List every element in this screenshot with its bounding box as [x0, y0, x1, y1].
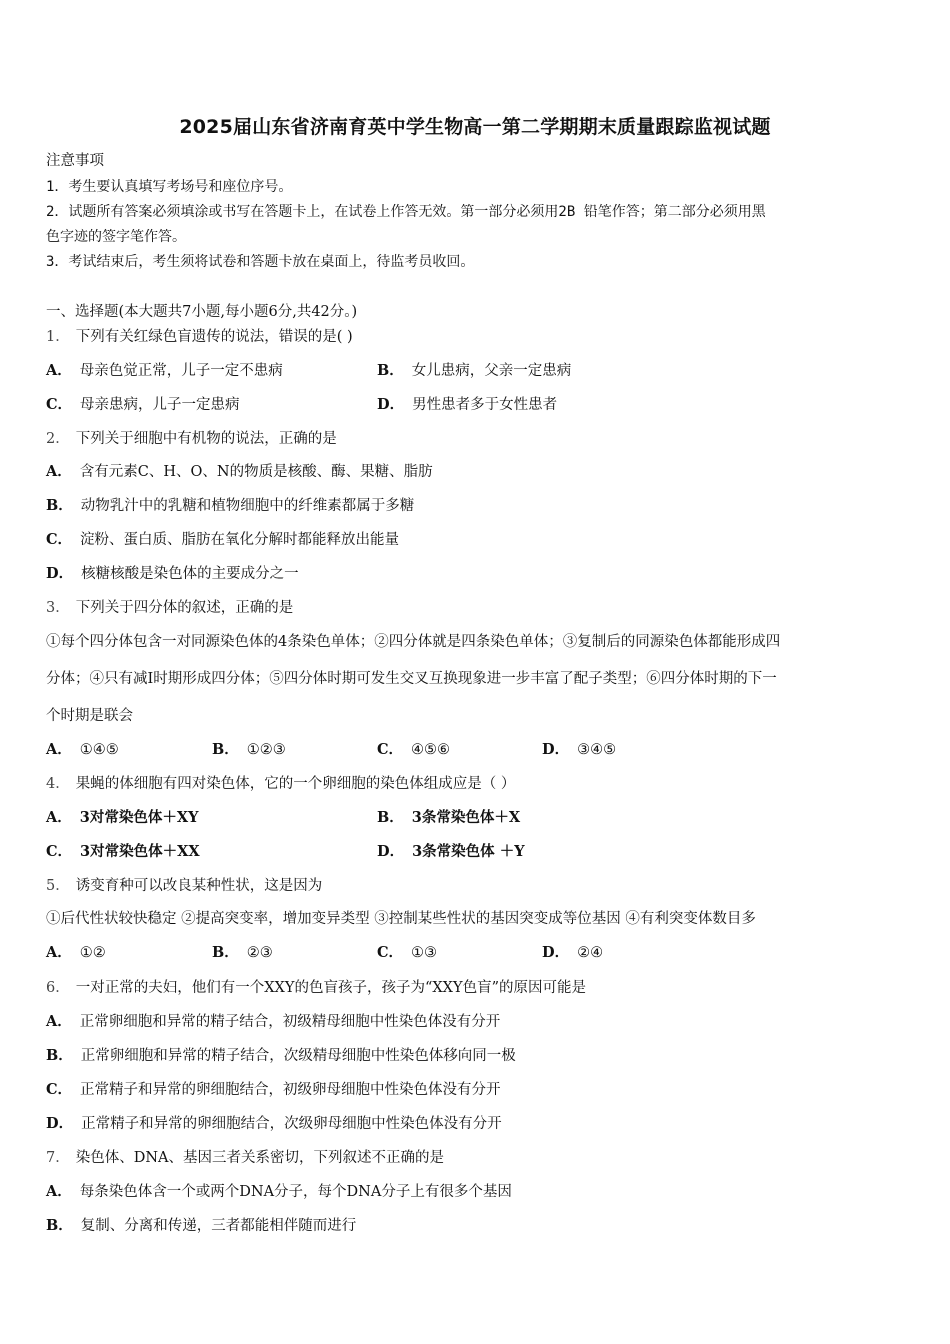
option-text: ④⑤⑥	[411, 742, 451, 758]
question-stem: 果蝇的体细胞有四对染色体，它的一个卵细胞的染色体组成应是（ ）	[75, 776, 516, 792]
notice-item: 色字迹的签字笔作答。	[46, 229, 186, 245]
option-label: C．	[46, 396, 73, 413]
option-c	[46, 530, 399, 550]
question-number: 6．	[46, 980, 70, 996]
option-text: 3对常染色体＋XX	[80, 843, 200, 860]
option-a	[46, 361, 283, 381]
option-text: 3条常染色体＋X	[411, 809, 521, 826]
option-b	[212, 943, 273, 963]
option-label: D．	[46, 565, 74, 582]
option-a	[46, 943, 106, 963]
question-number: 5．	[46, 878, 70, 894]
option-label: B．	[212, 741, 239, 758]
option-label: D．	[377, 396, 405, 413]
option-b	[46, 1216, 356, 1236]
option-d	[46, 1114, 502, 1134]
option-label: B．	[46, 1047, 73, 1064]
option-label: A．	[46, 741, 72, 758]
option-label: A．	[46, 362, 72, 379]
notice-item: 3．考试结束后，考生须将试卷和答题卡放在桌面上，待监考员收回。	[46, 254, 475, 270]
option-text: 母亲患病，儿子一定患病	[80, 397, 240, 413]
option-label: A．	[46, 944, 72, 961]
question-stem: 下列关于细胞中有机物的说法，正确的是	[75, 431, 337, 447]
option-b	[212, 740, 286, 760]
option-label: C．	[377, 944, 404, 961]
option-label: A．	[46, 1183, 72, 1200]
option-label: B．	[377, 809, 404, 826]
question-stem: 染色体、DNA、基因三者关系密切，下列叙述不正确的是	[75, 1150, 445, 1166]
option-b	[377, 808, 520, 828]
question-stem: 诱变育种可以改良某种性状，这是因为	[75, 878, 323, 894]
option-text: ①②	[79, 945, 106, 961]
question-7	[46, 1148, 444, 1168]
option-text: ③④⑤	[577, 742, 617, 758]
question-stem: 下列有关红绿色盲遗传的说法，错误的是( )	[75, 329, 353, 345]
option-c	[377, 740, 450, 760]
option-text: 正常精子和异常的卵细胞结合，初级卵母细胞中性染色体没有分开	[80, 1082, 501, 1098]
option-label: B．	[46, 1217, 73, 1234]
section-heading: 一、选择题(本大题共7小题,每小题6分,共42分。)	[46, 304, 358, 320]
question-body-line: 分体；④只有减Ⅰ时期形成四分体；⑤四分体时期可发生交叉互换现象进一步丰富了配子类型；⑥四分体时期的下一	[46, 671, 777, 687]
option-text: 3条常染色体 ＋Y	[412, 843, 525, 860]
option-text: 核糖核酸是染色体的主要成分之一	[81, 566, 299, 582]
question-5	[46, 876, 322, 896]
option-label: B．	[377, 362, 404, 379]
option-text: 3对常染色体＋XY	[79, 809, 199, 826]
option-label: D．	[377, 843, 405, 860]
option-label: D．	[46, 1115, 74, 1132]
option-label: B．	[212, 944, 239, 961]
option-a	[46, 1182, 512, 1202]
option-text: 含有元素C、H、O、N的物质是核酸、酶、果糖、脂肪	[79, 464, 433, 480]
option-text: 正常精子和异常的卵细胞结合，次级卵母细胞中性染色体没有分开	[81, 1116, 502, 1132]
option-d	[377, 842, 525, 862]
option-label: A．	[46, 809, 72, 826]
option-text: 每条染色体含一个或两个DNA分子，每个DNA分子上有很多个基因	[79, 1184, 512, 1200]
question-number: 2．	[46, 431, 70, 447]
question-body-line: ①后代性状较快稳定 ②提高突变率，增加变异类型 ③控制某些性状的基因突变成等位基因 ④有利突变体数目多	[46, 911, 756, 927]
option-text: 复制、分离和传递，三者都能相伴随而进行	[80, 1218, 357, 1234]
option-d	[542, 943, 603, 963]
option-d	[542, 740, 616, 760]
question-stem: 一对正常的夫妇，他们有一个XXY的色盲孩子，孩子为“XXY色盲”的原因可能是	[75, 980, 586, 996]
option-label: C．	[46, 1081, 73, 1098]
question-number: 4．	[46, 776, 70, 792]
option-label: B．	[46, 497, 73, 514]
option-c	[46, 842, 200, 862]
question-1	[46, 327, 353, 347]
option-c	[377, 943, 437, 963]
option-b	[377, 361, 571, 381]
option-c	[46, 395, 240, 415]
question-number: 7．	[46, 1150, 70, 1166]
option-text: 女儿患病，父亲一定患病	[411, 363, 572, 379]
option-text: 正常卵细胞和异常的精子结合，初级精母细胞中性染色体没有分开	[79, 1014, 501, 1030]
option-label: A．	[46, 1013, 72, 1030]
question-stem: 下列关于四分体的叙述，正确的是	[75, 600, 294, 616]
option-a	[46, 462, 433, 482]
option-d	[46, 564, 299, 584]
option-label: A．	[46, 463, 72, 480]
question-body-line: 个时期是联会	[46, 708, 133, 724]
option-a	[46, 1012, 500, 1032]
option-d	[377, 395, 557, 415]
notice-item: 2．试题所有答案必须填涂或书写在答题卡上，在试卷上作答无效。第一部分必须用2B 铅笔作答；第二部分必须用黑	[46, 204, 766, 220]
question-number: 1．	[46, 329, 70, 345]
option-b	[46, 1046, 516, 1066]
option-text: ①④⑤	[79, 742, 119, 758]
option-label: C．	[46, 843, 73, 860]
page-title: 2025届山东省济南育英中学生物高一第二学期期末质量跟踪监视试题	[179, 116, 771, 138]
option-b	[46, 496, 414, 516]
option-label: D．	[542, 944, 570, 961]
option-text: 动物乳汁中的乳糖和植物细胞中的纤维素都属于多糖	[80, 498, 415, 514]
question-6	[46, 978, 586, 998]
option-label: C．	[46, 531, 73, 548]
option-text: 男性患者多于女性患者	[412, 397, 558, 413]
question-2	[46, 429, 337, 449]
option-text: ②③	[246, 945, 273, 961]
option-text: 正常卵细胞和异常的精子结合，次级精母细胞中性染色体移向同一极	[80, 1048, 516, 1064]
option-a	[46, 808, 198, 828]
option-a	[46, 740, 119, 760]
question-3	[46, 598, 293, 618]
option-text: 母亲色觉正常，儿子一定不患病	[79, 363, 283, 379]
option-label: C．	[377, 741, 404, 758]
option-text: 淀粉、蛋白质、脂肪在氧化分解时都能释放出能量	[80, 532, 400, 548]
notice-heading: 注意事项	[46, 153, 104, 169]
option-text: ①③	[411, 945, 438, 961]
option-text: ①②③	[246, 742, 286, 758]
question-number: 3．	[46, 600, 70, 616]
option-text: ②④	[577, 945, 604, 961]
option-c	[46, 1080, 501, 1100]
question-body-line: ①每个四分体包含一对同源染色体的4条染色单体；②四分体就是四条染色单体；③复制后的同源染色体都能形成四	[46, 634, 781, 650]
question-4	[46, 774, 515, 794]
notice-item: 1．考生要认真填写考场号和座位序号。	[46, 179, 293, 195]
option-label: D．	[542, 741, 570, 758]
